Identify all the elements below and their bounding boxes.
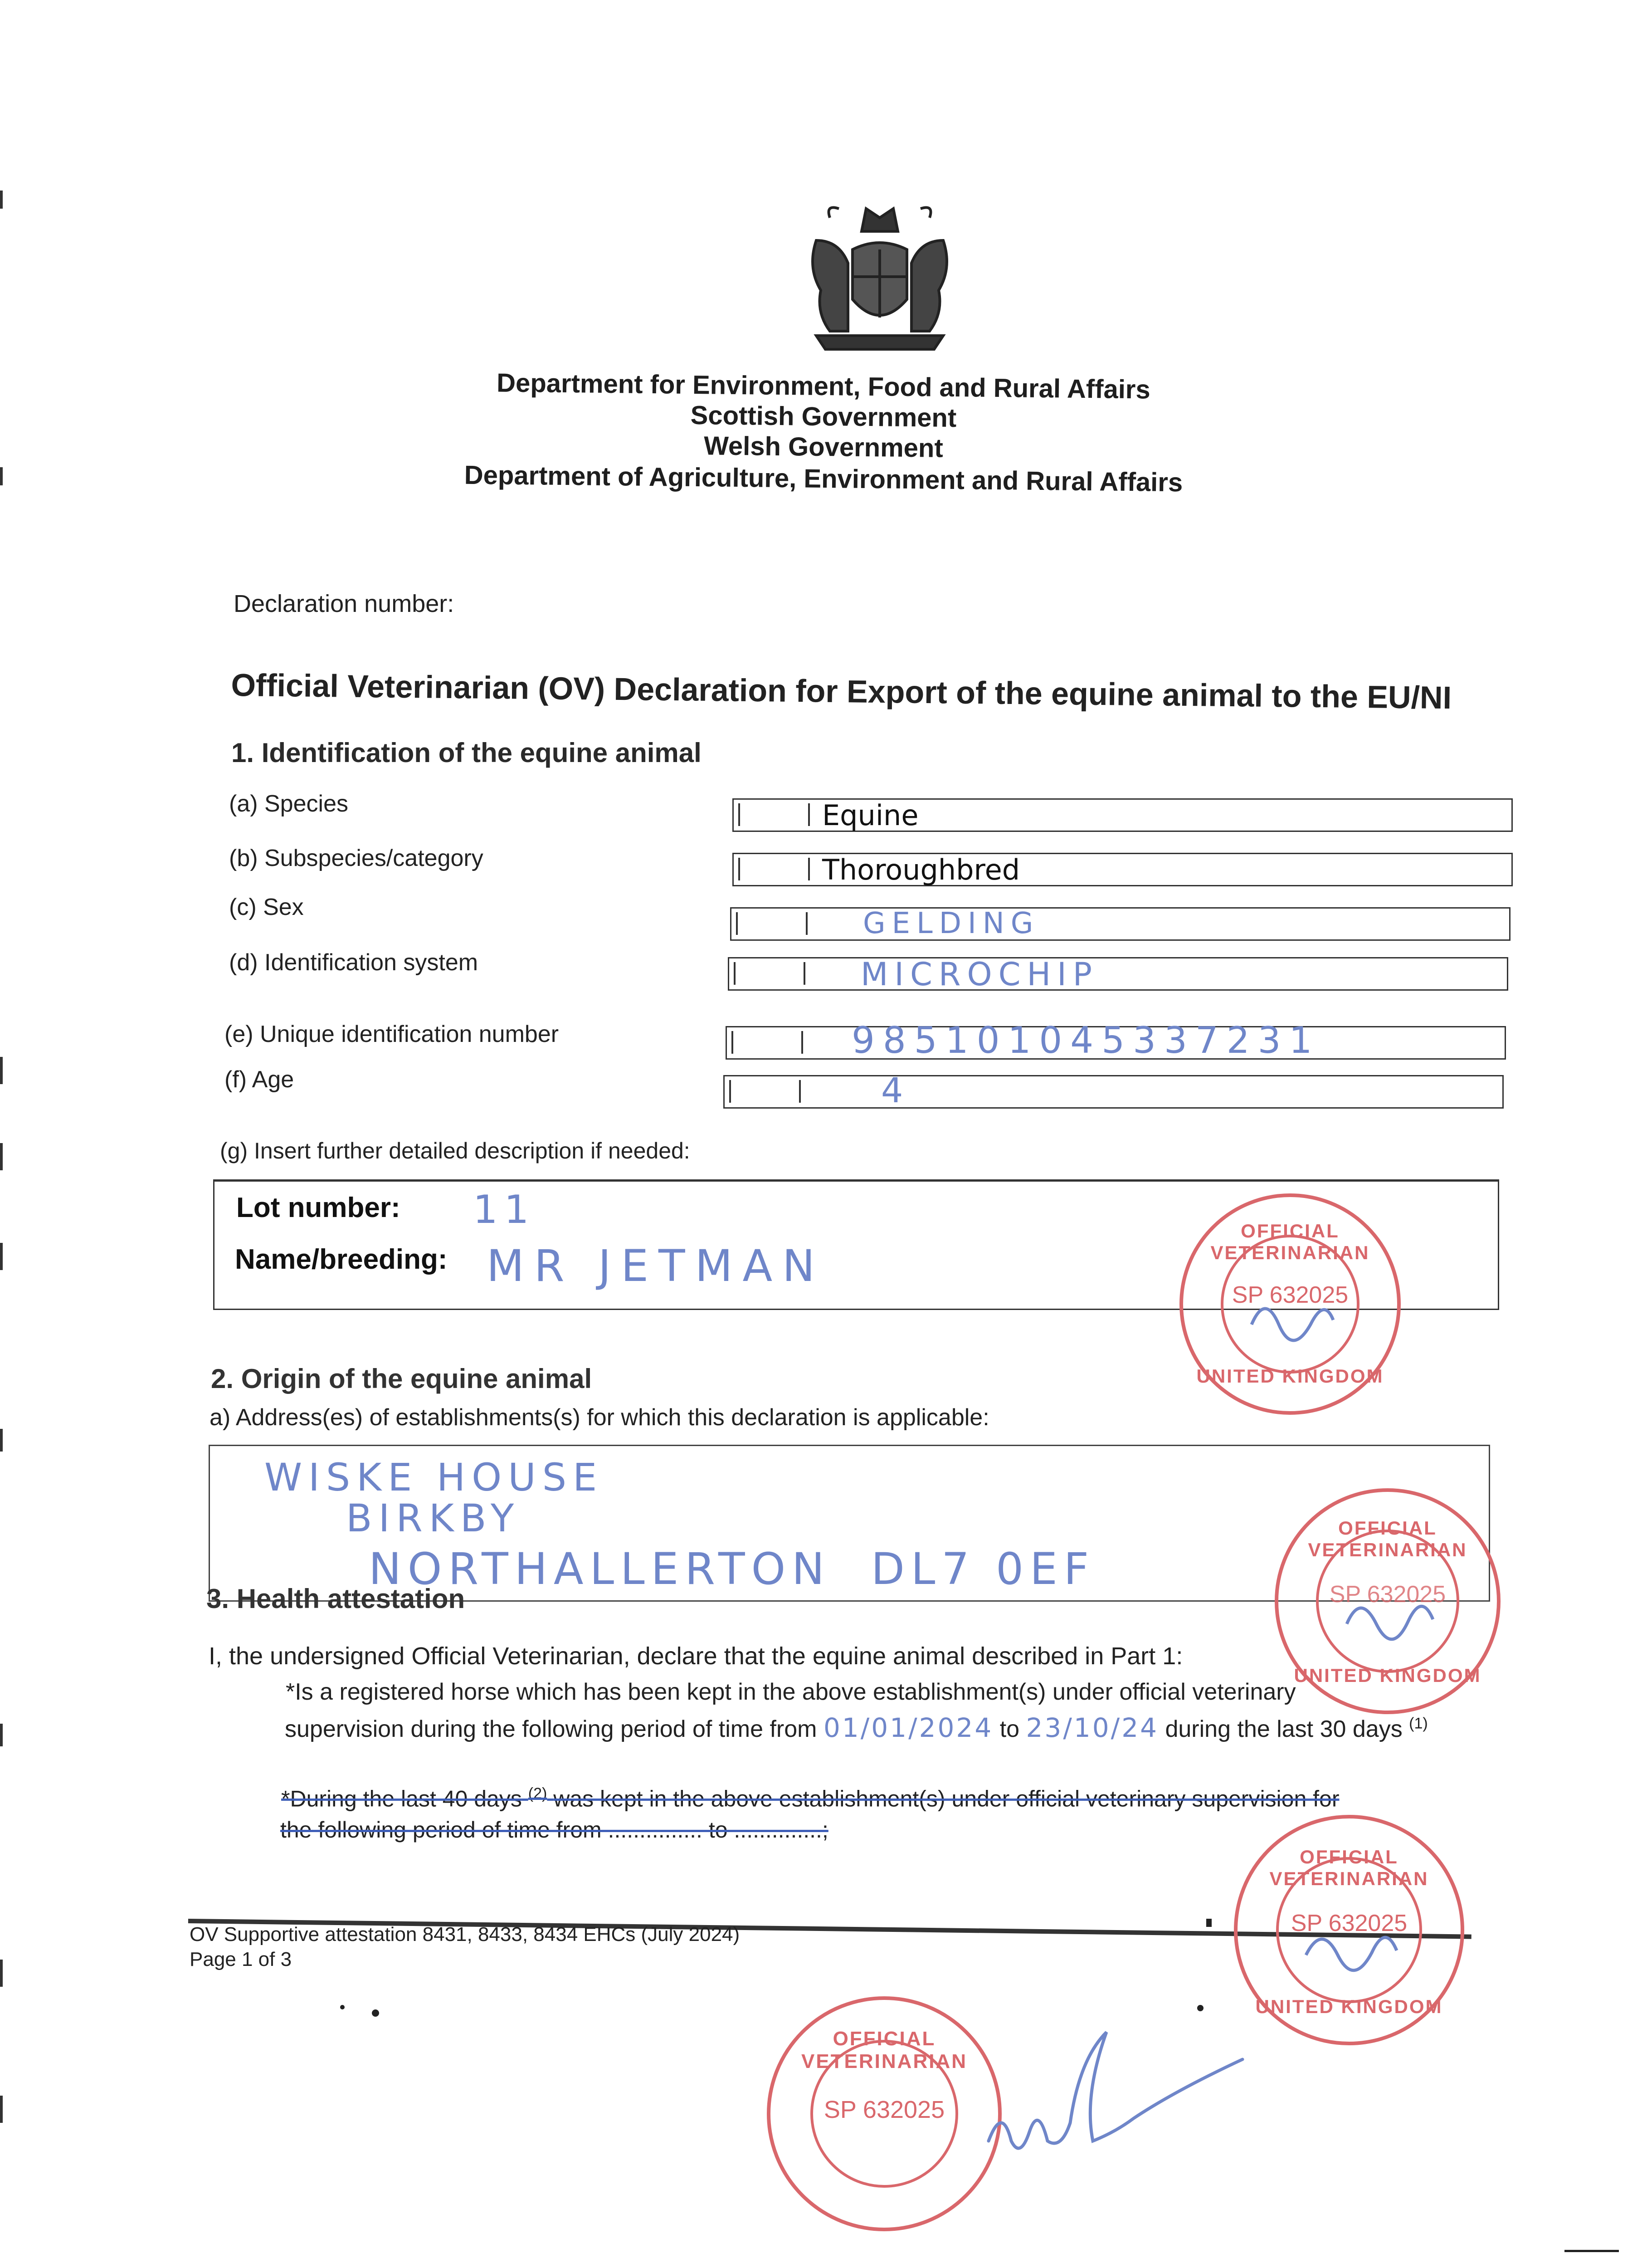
stamp-bottom-text: UNITED KINGDOM: [1255, 1996, 1443, 2017]
stamp-top-text: OFFICIAL VETERINARIAN: [1269, 1846, 1429, 1889]
lot-number-value: 11: [473, 1187, 536, 1232]
department-name: Department for Environment, Food and Rural Affairs: [496, 368, 1151, 405]
address-label: a) Address(es) of establishments(s) for which this declaration is applicable:: [210, 1404, 989, 1431]
field-label-age: (f) Age: [224, 1066, 294, 1093]
declaration-number-label: Declaration number:: [234, 590, 454, 617]
royal-coat-of-arms-icon: [789, 200, 970, 354]
official-veterinarian-stamp: [762, 1991, 1007, 2236]
tick-box[interactable]: [731, 1031, 803, 1054]
section-heading: 1. Identification of the equine animal: [231, 738, 702, 768]
stamp-number: SP 632025: [1291, 1910, 1408, 1936]
address-line: BIRKBY: [346, 1496, 521, 1540]
scan-edge-mark: [0, 1724, 3, 1746]
clause2-text: *During the last 40 days: [281, 1786, 522, 1812]
scan-speck: [1564, 2250, 1619, 2252]
footer-attestation: OV Supportive attestation 8431, 8433, 8434 EHCs (July 2024): [190, 1923, 740, 1945]
footnote-ref: (1): [1409, 1715, 1428, 1732]
subspecies-value: Thoroughbred: [822, 853, 1020, 886]
scan-edge-mark: [0, 191, 3, 209]
clause1-to-word: to: [999, 1716, 1020, 1742]
tick-box[interactable]: [738, 803, 810, 826]
clause2-text: was kept in the above establishment(s) under official veterinary supervision for: [553, 1786, 1340, 1812]
sex-field[interactable]: [730, 907, 1511, 941]
age-field[interactable]: [723, 1070, 1504, 1110]
official-veterinarian-stamp: [1229, 1810, 1469, 2050]
section-heading: 2. Origin of the equine animal: [211, 1364, 592, 1394]
stamp-number: SP 632025: [824, 2096, 945, 2123]
field-label-subspecies: (b) Subspecies/category: [229, 845, 483, 871]
scan-speck: [372, 2009, 379, 2017]
clause1-end: during the last 30 days: [1165, 1716, 1403, 1742]
identification-system-field[interactable]: [728, 957, 1508, 991]
clause1-from-date: 01/01/2024: [823, 1712, 994, 1743]
stamp-number: SP 632025: [1329, 1581, 1446, 1608]
species-value: Equine: [822, 799, 919, 832]
unique-id-field[interactable]: [726, 1019, 1506, 1061]
field-label-unique-id: (e) Unique identification number: [224, 1021, 559, 1047]
name-breeding-value: MR JETMAN: [487, 1241, 825, 1291]
field-label-identification-system: (d) Identification system: [229, 949, 478, 976]
scan-speck: [340, 2005, 345, 2009]
scan-edge-mark: [0, 2096, 3, 2123]
unique-id-value: 985101045337231: [852, 1019, 1321, 1061]
stamp-top-text: OFFICIAL VETERINARIAN: [1210, 1220, 1370, 1263]
scan-edge-mark: [0, 1429, 3, 1452]
lot-number-label: Lot number:: [236, 1192, 400, 1223]
field-label-sex: (c) Sex: [229, 894, 304, 920]
species-field[interactable]: [732, 798, 1513, 832]
stamp-number: SP 632025: [1232, 1282, 1349, 1308]
signature: [970, 2005, 1252, 2177]
health-intro: I, the undersigned Official Veterinarian, declare that the equine animal described in Part 1:: [209, 1642, 1183, 1670]
clause1-line1: *Is a registered horse which has been kept in the above establishment(s) under official veterinary: [286, 1679, 1296, 1705]
clause1-text: supervision during the following period of time from: [285, 1716, 817, 1742]
clause2-line2: the following period of time from ............... to ..............;: [280, 1817, 828, 1843]
page-number: Page 1 of 3: [190, 1948, 292, 1970]
name-breeding-label: Name/breeding:: [235, 1244, 448, 1275]
stamp-top-text: OFFICIAL VETERINARIAN: [801, 2028, 968, 2072]
stamp-bottom-text: UNITED KINGDOM: [1294, 1665, 1481, 1686]
department-name: Scottish Government: [690, 400, 957, 433]
address-line: NORTHALLERTON DL7 0EF: [369, 1544, 1095, 1594]
scan-edge-mark: [0, 1960, 3, 1987]
scan-edge-mark: [0, 1057, 3, 1084]
scan-speck: [1197, 2005, 1204, 2011]
address-line: WISKE HOUSE: [264, 1455, 604, 1500]
official-veterinarian-stamp: [1270, 1483, 1506, 1719]
tick-box[interactable]: [734, 962, 805, 985]
footnote-ref: (2): [528, 1785, 547, 1802]
tick-box[interactable]: [736, 912, 808, 935]
scan-speck: [1206, 1919, 1212, 1927]
department-name: Department of Agriculture, Environment and Rural Affairs: [464, 460, 1183, 498]
tick-box[interactable]: [738, 858, 810, 880]
department-name: Welsh Government: [703, 431, 944, 463]
further-description-label: (g) Insert further detailed description if needed:: [220, 1138, 690, 1163]
clause1-line2: [285, 1712, 1428, 1743]
section-heading: 3. Health attestation: [206, 1584, 465, 1614]
tick-box[interactable]: [729, 1080, 801, 1103]
official-veterinarian-stamp: [1174, 1188, 1406, 1420]
scan-edge-mark: [0, 1143, 3, 1170]
stamp-top-text: OFFICIAL VETERINARIAN: [1308, 1517, 1467, 1560]
stamp-bottom-text: UNITED KINGDOM: [1196, 1365, 1384, 1387]
field-label-species: (a) Species: [229, 791, 348, 817]
age-value: 4: [881, 1070, 910, 1110]
subspecies-field[interactable]: [732, 853, 1513, 886]
identification-system-value: MICROCHIP: [861, 956, 1099, 993]
scan-edge-mark: [0, 1243, 3, 1270]
page-title: Official Veterinarian (OV) Declaration for Export of the equine animal to the EU/NI: [231, 667, 1452, 716]
clause1-to-date: 23/10/24: [1026, 1712, 1159, 1743]
clause2-line1: [281, 1785, 1340, 1812]
sex-value: GELDING: [863, 907, 1040, 940]
